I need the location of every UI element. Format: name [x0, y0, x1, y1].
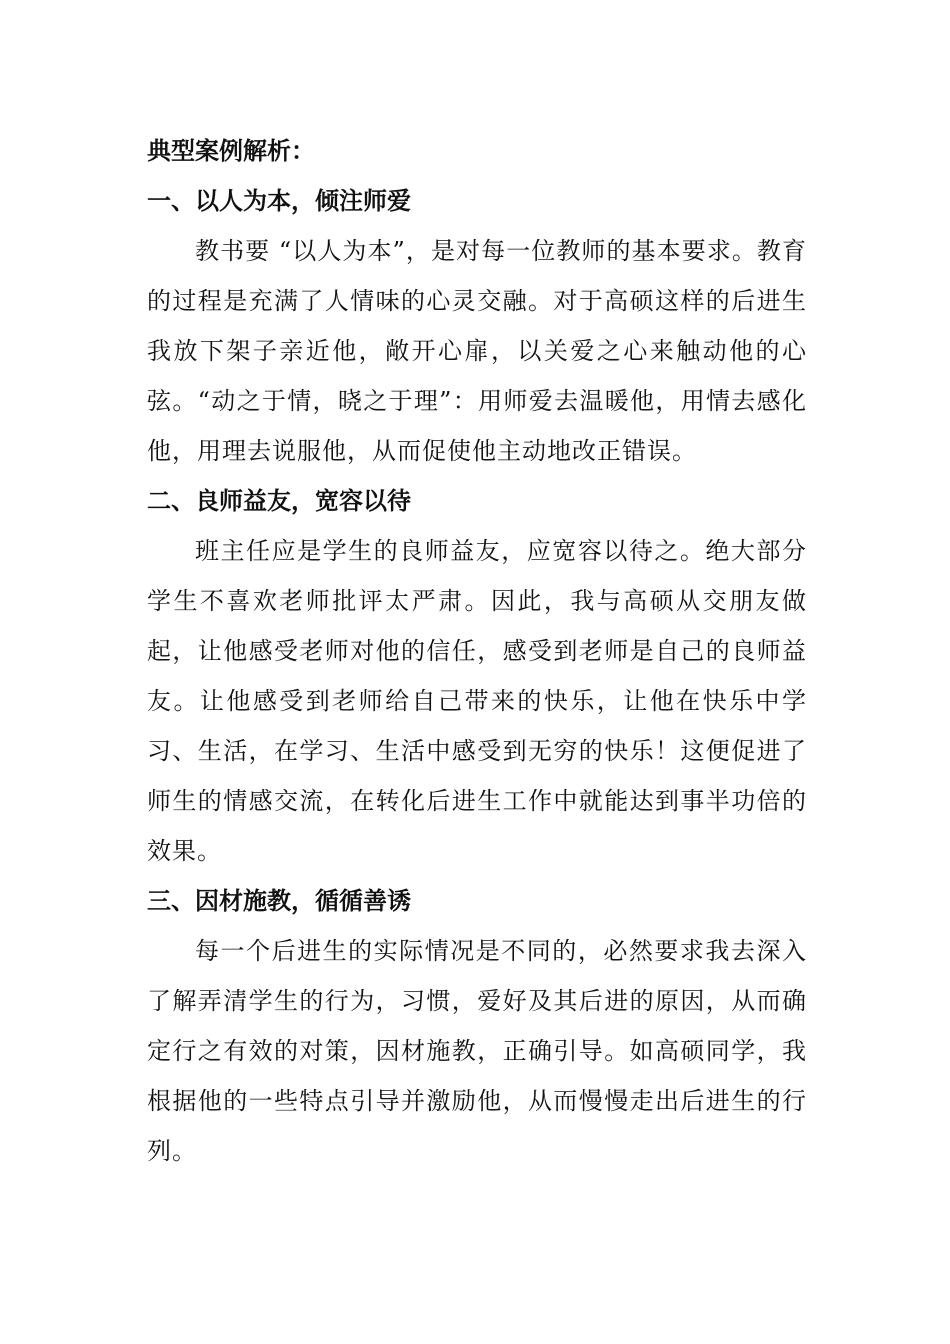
- section-paragraph-1: 教书要 “以人为本”，是对每一位教师的基本要求。教育的过程是充满了人情味的心灵交融。对于高硕这样的后进生我放下架子亲近他，敞开心扉，以关爱之心来触动他的心弦。“动之于情，晓之于理”：用师爱去温暖他，用情去感化他，用理去说服他，从而促使他主动地改正错误。: [147, 237, 807, 465]
- section-paragraph-3: 每一个后进生的实际情况是不同的，必然要求我去深入了解弄清学生的行为，习惯，爱好及其后进的原因，从而确定行之有效的对策，因材施教，正确引导。如高硕同学，我根据他的一些特点引导并激励他，从而慢慢走出后进生的行列。: [147, 937, 807, 1165]
- document-body: [147, 126, 807, 1176]
- section-paragraph-2: 班主任应是学生的良师益友，应宽容以待之。绝大部分学生不喜欢老师批评太严肃。因此，我与高硕从交朋友做起，让他感受老师对他的信任，感受到老师是自己的良师益友。让他感受到老师给自己带来的快乐，让他在快乐中学习、生活，在学习、生活中感受到无穷的快乐！这便促进了师生的情感交流，在转化后进生工作中就能达到事半功倍的效果。: [147, 537, 807, 865]
- section-heading-3: 三、因材施教，循循善诱: [147, 886, 411, 915]
- section-heading-1: 一、以人为本，倾注师爱: [147, 186, 411, 215]
- section-heading-2: 二、良师益友，宽容以待: [147, 486, 411, 515]
- document-title: 典型案例解析：: [147, 136, 315, 165]
